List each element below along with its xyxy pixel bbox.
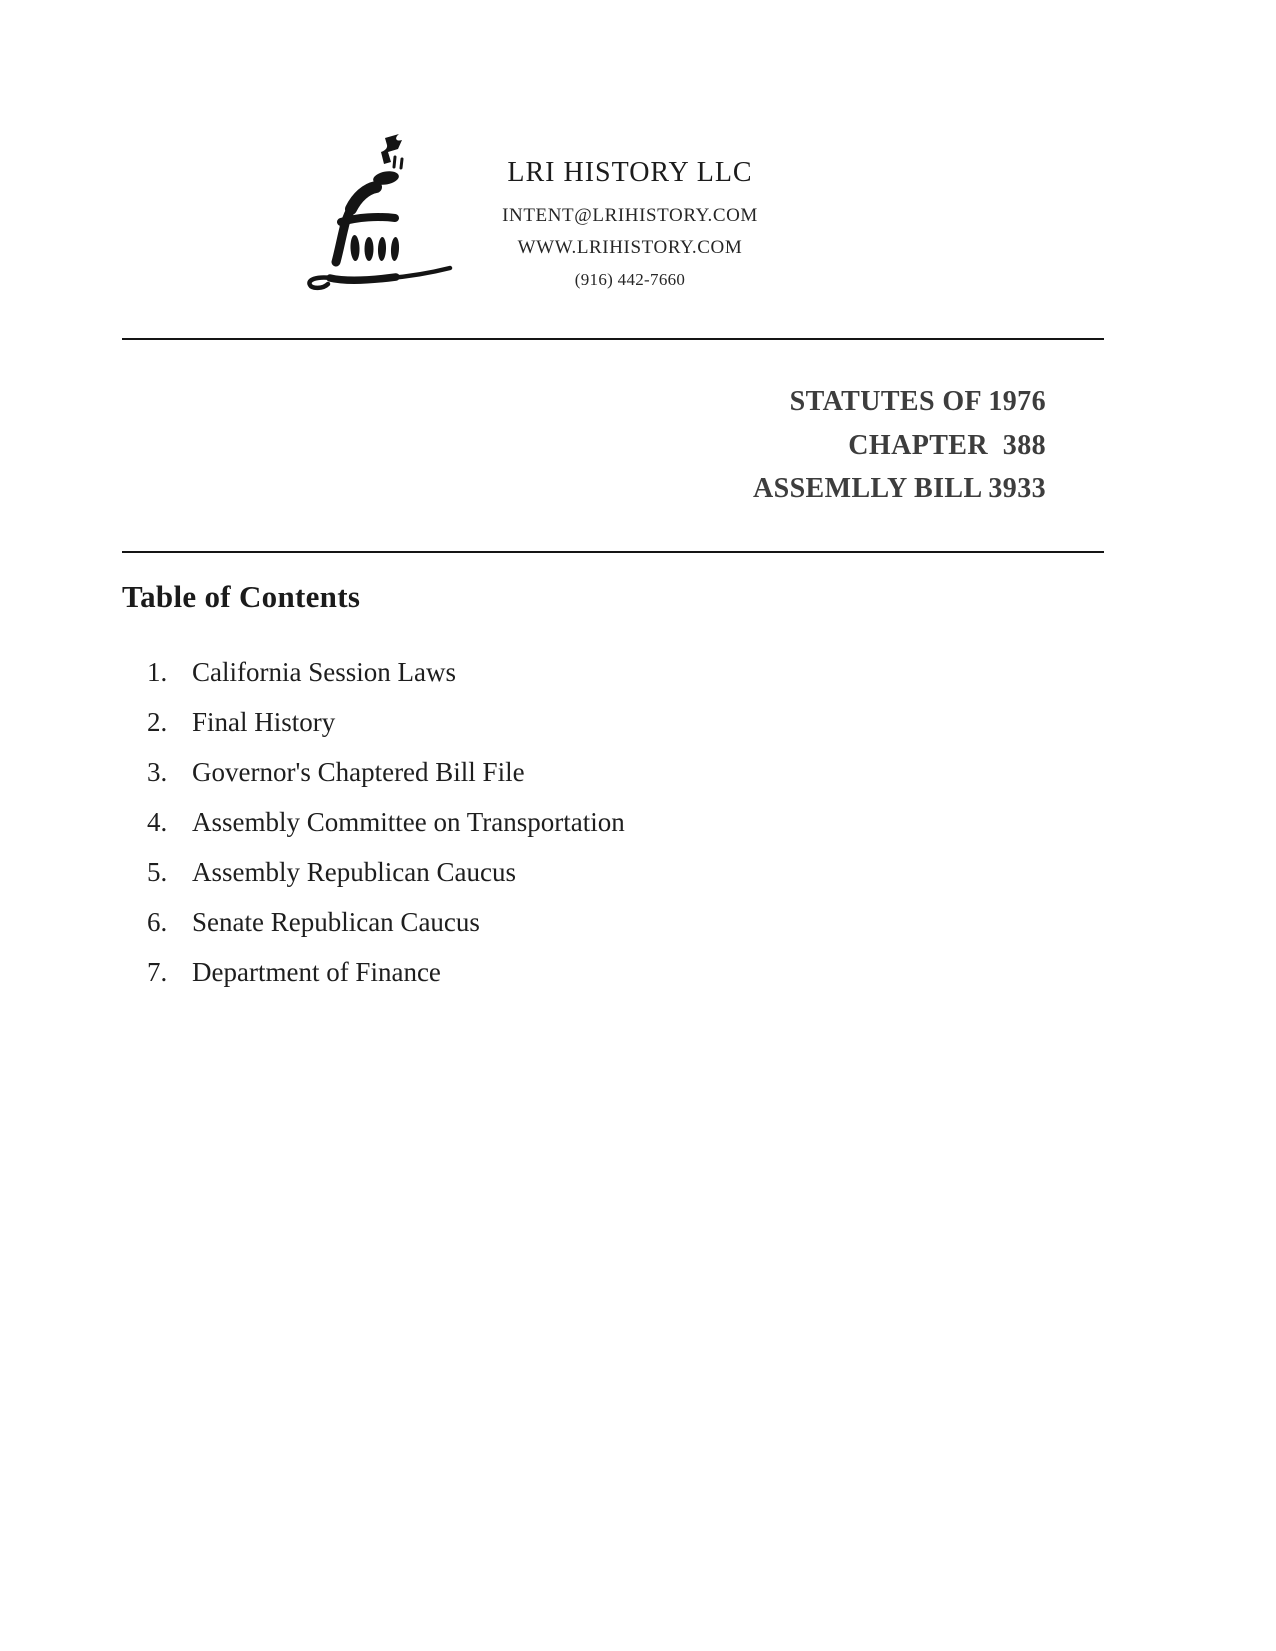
company-name: LRI HISTORY LLC [507, 157, 753, 188]
toc-heading: Table of Contents [122, 579, 361, 614]
toc-item [147, 797, 625, 847]
toc-item-number: 4. [147, 807, 168, 837]
toc-item-label: Governor's Chaptered Bill File [192, 757, 525, 787]
toc-item-label: California Session Laws [192, 657, 456, 687]
toc-item-label: Department of Finance [192, 957, 441, 987]
toc-item-number: 6. [147, 907, 168, 937]
toc-list [147, 647, 625, 997]
statutes-title-block [753, 380, 1046, 511]
divider-bottom [122, 551, 1104, 553]
toc-item-label: Assembly Republican Caucus [192, 857, 516, 887]
letterhead [430, 156, 830, 292]
company-phone: (916) 442-7660 [574, 270, 686, 289]
toc-item [147, 897, 625, 947]
toc-item-number: 1. [147, 657, 168, 687]
toc-item [147, 847, 625, 897]
toc-item-number: 2. [147, 707, 168, 737]
toc-item-number: 7. [147, 957, 168, 987]
toc-item-label: Senate Republican Caucus [192, 907, 480, 937]
toc-item [147, 647, 625, 697]
toc-item [147, 697, 625, 747]
toc-item [147, 747, 625, 797]
company-email: INTENT@LRIHISTORY.COM [502, 205, 758, 226]
toc-item-number: 5. [147, 857, 168, 887]
toc-item-number: 3. [147, 757, 168, 787]
toc-item-label: Assembly Committee on Transportation [192, 807, 625, 837]
assembly-bill-line: ASSEMLLY BILL 3933 [752, 473, 1046, 504]
toc-item-label: Final History [192, 707, 336, 737]
toc-item [147, 947, 625, 997]
divider-top [122, 338, 1104, 340]
statutes-line: STATUTES OF 1976 [789, 386, 1046, 417]
chapter-line: CHAPTER 388 [848, 429, 1046, 461]
company-website: WWW.LRIHISTORY.COM [517, 237, 743, 258]
